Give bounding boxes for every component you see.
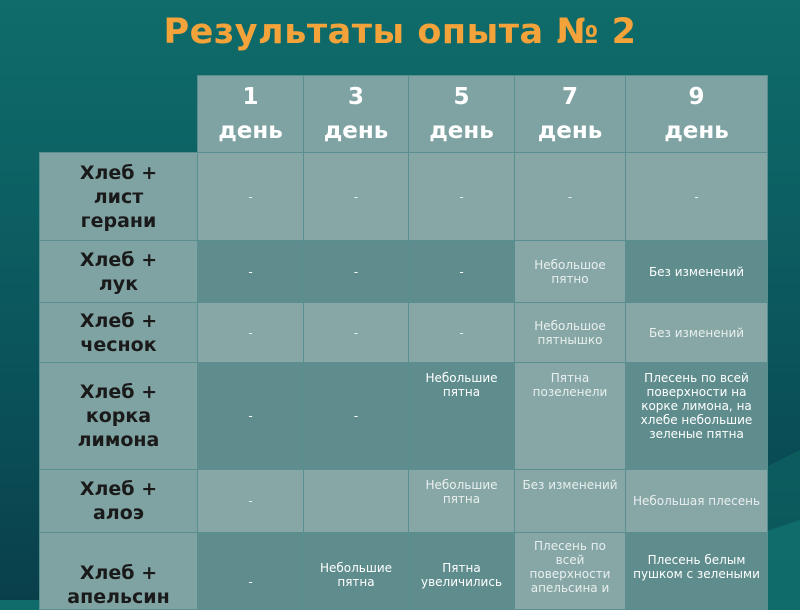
day-number: 9 [688,84,705,110]
row-label-line: лист [93,185,144,208]
row-label-line: лук [98,272,139,295]
day-unit: день [323,118,389,144]
row-label-line: Хлеб + [79,478,158,500]
row-label-line: Хлеб + [79,161,158,184]
row-label-line: Хлеб + [79,248,158,271]
table-cell: Пятна увеличились [409,533,515,610]
table-cell: - [304,241,409,303]
row-label-line: лимона [77,429,160,451]
row-label-line: герани [80,209,157,232]
table-cell [304,470,409,533]
header-row [40,76,768,153]
table-cell: - [626,153,768,241]
row-label [40,363,198,470]
table-cell: Небольшие пятна [409,363,515,470]
row-label [40,153,198,241]
table-cell: Небольшая плесень [626,470,768,533]
row-label [40,470,198,533]
day-unit: день [664,118,729,144]
day-header-1 [198,76,304,153]
table-cell: - [304,153,409,241]
table-cell: - [409,153,515,241]
table-cell: Без изменений [626,241,768,303]
table-cell: - [198,470,304,533]
day-header-7 [515,76,626,153]
table-cell: - [409,303,515,363]
table-cell: Небольшое пятнышко [515,303,626,363]
table-cell: - [198,303,304,363]
table-cell: Небольшие пятна [409,470,515,533]
day-unit: день [537,118,603,144]
row-label-line: Хлеб + [79,562,158,584]
table-row [40,153,768,241]
row-label-line: Хлеб + [79,309,158,332]
day-header-3 [304,76,409,153]
table-row [40,533,768,610]
day-header-5 [409,76,515,153]
table-cell: - [198,363,304,470]
table-cell: Плесень по всей поверхности апельсина и [515,533,626,610]
table-cell: - [515,153,626,241]
table-cell: Без изменений [626,303,768,363]
table-cell: Небольшие пятна [304,533,409,610]
day-number: 5 [453,84,470,110]
row-label [40,241,198,303]
table-cell: Пятна позеленели [515,363,626,470]
table-cell: Без изменений [515,470,626,533]
day-number: 1 [242,84,259,110]
table-cell: Плесень белым пушком с зелеными [626,533,768,610]
day-unit: день [218,118,283,144]
table-row [40,363,768,470]
table-cell: Плесень по всей поверхности на корке лимона, на хлебе небольшие зеленые пятна [626,363,768,470]
corner-cell [40,76,198,153]
row-label [40,533,198,610]
table-cell: - [198,153,304,241]
day-number: 7 [561,84,578,110]
row-label [40,303,198,363]
table-cell: - [304,303,409,363]
table-cell: - [409,241,515,303]
day-unit: день [429,118,494,144]
table-row [40,241,768,303]
row-label-line: апельсин [67,586,170,608]
row-label-line: корка [85,405,152,427]
row-label-line: Хлеб + [79,381,158,403]
table-row [40,470,768,533]
page-title: Результаты опыта № 2 [163,12,637,52]
table-row [40,303,768,363]
table-cell: - [198,241,304,303]
day-header-9 [626,76,768,153]
row-label-line: алоэ [92,502,145,524]
day-number: 3 [347,84,364,110]
table-cell: - [198,533,304,610]
table-cell: - [304,363,409,470]
table-cell: Небольшое пятно [515,241,626,303]
row-label-line: чеснок [80,333,157,356]
results-table [39,75,768,610]
